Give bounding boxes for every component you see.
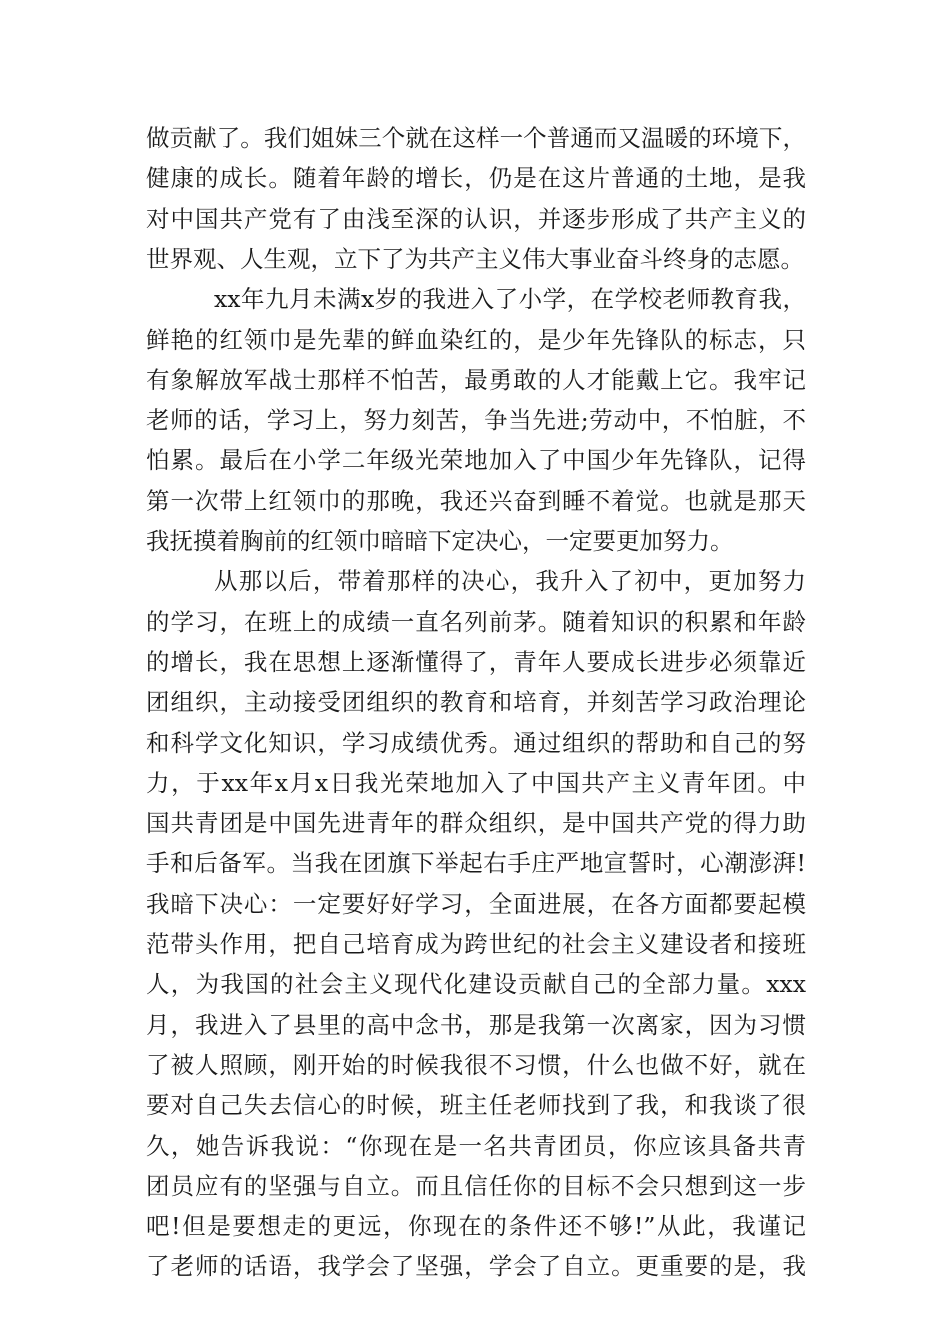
body-text-line: 我暗下决心：一定要好好学习，全面进展，在各方面都要起模	[146, 889, 806, 918]
body-text-line: 第一次带上红领巾的那晚，我还兴奋到睡不着觉。也就是那天	[146, 486, 806, 515]
body-text-line: 吧!但是要想走的更远，你现在的条件还不够!”从此，我谨记	[146, 1212, 806, 1241]
body-text-line: xx年九月未满x岁的我进入了小学，在学校老师教育我，	[214, 285, 806, 314]
body-text-line: 了老师的话语，我学会了坚强，学会了自立。更重要的是，我	[146, 1252, 806, 1281]
body-text-line: 的学习，在班上的成绩一直名列前茅。随着知识的积累和年龄	[146, 607, 806, 636]
body-text-line: 世界观、人生观，立下了为共产主义伟大事业奋斗终身的志愿。	[146, 244, 804, 273]
body-text-line: 有象解放军战士那样不怕苦，最勇敢的人才能戴上它。我牢记	[146, 365, 806, 394]
body-text-line: 怕累。最后在小学二年级光荣地加入了中国少年先锋队，记得	[146, 446, 806, 475]
body-text-line: 对中国共产党有了由浅至深的认识，并逐步形成了共产主义的	[146, 204, 806, 233]
body-text-line: 手和后备军。当我在团旗下举起右手庄严地宣誓时，心潮澎湃!	[146, 849, 806, 878]
body-text-line: 人，为我国的社会主义现代化建设贡献自己的全部力量。xxx	[146, 970, 806, 999]
body-text-line: 的增长，我在思想上逐渐懂得了，青年人要成长进步必须靠近	[146, 647, 806, 676]
body-text-line: 月，我进入了县里的高中念书，那是我第一次离家，因为习惯	[146, 1010, 806, 1039]
body-text-line: 团员应有的坚强与自立。而且信任你的目标不会只想到这一步	[146, 1171, 806, 1200]
body-text-line: 要对自己失去信心的时候，班主任老师找到了我，和我谈了很	[146, 1091, 806, 1120]
body-text-line: 鲜艳的红领巾是先辈的鲜血染红的，是少年先锋队的标志，只	[146, 325, 806, 354]
body-text-line: 从那以后，带着那样的决心，我升入了初中，更加努力	[214, 567, 806, 596]
body-text-line: 健康的成长。随着年龄的增长，仍是在这片普通的土地，是我	[146, 164, 806, 193]
body-text-line: 久，她告诉我说：“你现在是一名共青团员，你应该具备共青	[146, 1131, 806, 1160]
body-text-line: 做贡献了。我们姐妹三个就在这样一个普通而又温暖的环境下，	[146, 124, 806, 152]
body-text-line: 了被人照顾，刚开始的时候我很不习惯，什么也做不好，就在	[146, 1050, 806, 1079]
body-text-line: 范带头作用，把自己培育成为跨世纪的社会主义建设者和接班	[146, 930, 806, 958]
body-text-line: 老师的话，学习上，努力刻苦，争当先进;劳动中，不怕脏，不	[146, 406, 806, 435]
body-text-line: 和科学文化知识，学习成绩优秀。通过组织的帮助和自己的努	[146, 728, 806, 757]
body-text-line: 团组织，主动接受团组织的教育和培育，并刻苦学习政治理论	[146, 688, 806, 717]
body-text-line: 力，于xx年x月x日我光荣地加入了中国共产主义青年团。中	[146, 768, 806, 797]
body-text-line: 我抚摸着胸前的红领巾暗暗下定决心，一定要更加努力。	[146, 527, 734, 555]
body-text-line: 国共青团是中国先进青年的群众组织，是中国共产党的得力助	[146, 809, 806, 838]
